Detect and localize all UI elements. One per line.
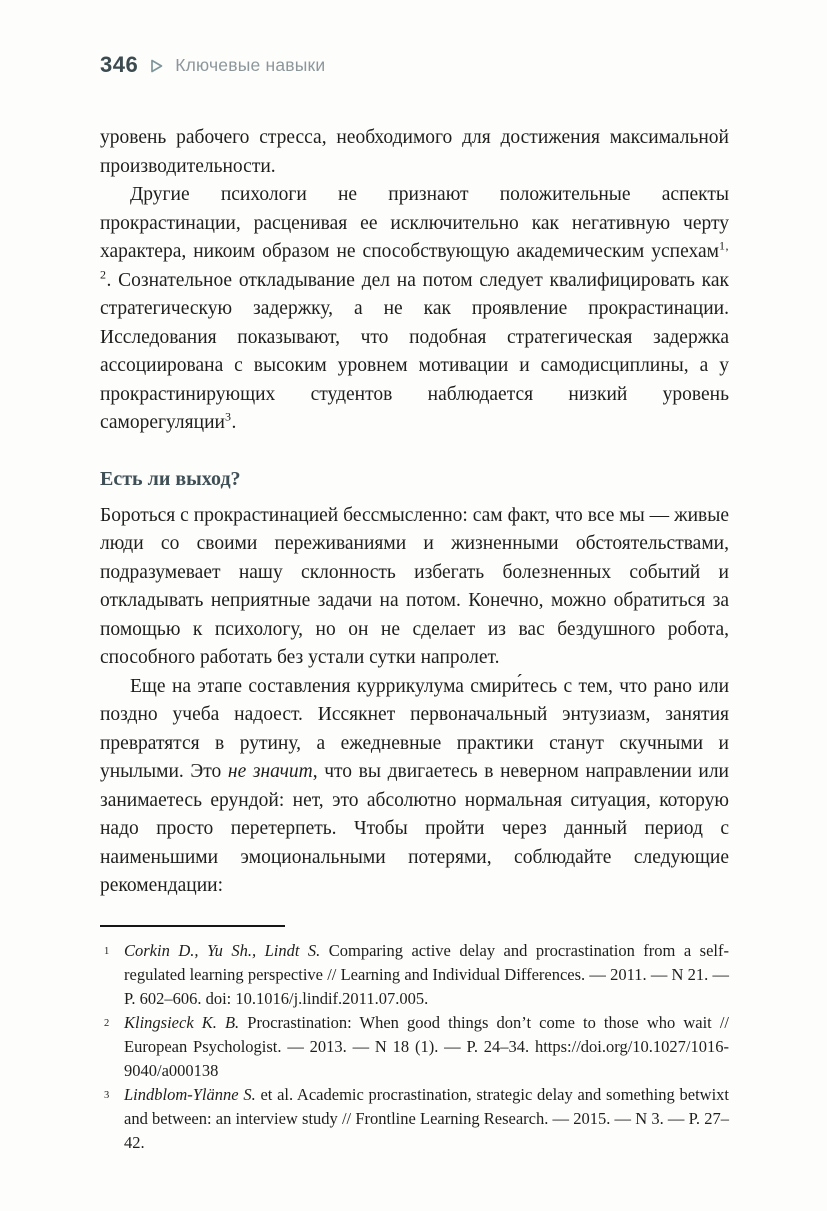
section-heading: Есть ли выход?	[100, 467, 241, 490]
footnote-authors: Klingsieck K. B.	[124, 1012, 240, 1032]
footnote-2	[100, 1011, 729, 1083]
footnote-ref-1-2: 1, 2	[100, 238, 729, 281]
footnote-marker: 3	[104, 1089, 110, 1101]
footnotes-section	[100, 925, 729, 1155]
paragraph-text: . Сознательное откладывание дел на потом следует квалифицировать как стратегическую задержку, а не как проявление прокрастинации. Исследования показывают, что подобная стратегическая задержка ассоциирована с высоким уровнем мотивации и самодисциплины, а у прокрастинирующих студентов наблюдается низкий уровень саморегуляции	[100, 269, 729, 433]
paragraph-text: , что вы двигаетесь в неверном направлении или занимаетесь ерундой: нет, это абсолютно нормальная ситуация, которую надо просто перетерпеть. Чтобы пройти через данный период с наименьшими эмоциональными потерями, соблюдайте следующие рекомендации:	[100, 761, 729, 896]
paragraph	[100, 673, 729, 901]
page-number: 346	[100, 52, 139, 77]
paragraph-text: Еще на этапе составления куррикулума смири́тесь с тем, что рано или поздно учеба надоест. Иссякнет первоначальный энтузиазм, занятия превратятся в рутину, а ежедневные практики станут скучными и унылыми. Это	[100, 675, 729, 782]
emphasis-text: не значит	[227, 761, 313, 782]
footnote-divider	[100, 925, 285, 927]
footnote-authors: Lindblom-Ylänne S.	[124, 1084, 256, 1104]
paragraph-text: .	[231, 412, 237, 433]
footnote-ref-3: 3	[224, 409, 232, 424]
section-title: Ключевые навыки	[175, 54, 326, 75]
footnote-marker: 2	[104, 1017, 110, 1029]
page-header	[100, 52, 729, 78]
footnote-text: Comparing active delay and procrastination from a self-regulated learning perspective // Learning and Individual Differences. — 2011. — N 21. — P. 602–606. doi: 10.1016/j.lindif.2011.07.005.	[124, 940, 729, 1008]
paragraph-text: Другие психологи не признают положительные аспекты прокрастинации, расценивая ее исключительно как негативную черту характера, никоим образом не способствующую академическим успехам	[100, 184, 729, 262]
page-body	[100, 124, 729, 901]
paragraph-continuation: уровень рабочего стресса, необходимого для достижения максимальной производительности.	[100, 127, 729, 177]
triangle-icon	[149, 58, 164, 74]
footnote-marker: 1	[104, 945, 110, 957]
paragraph: Бороться с прокрастинацией бессмысленно: сам факт, что все мы — живые люди со своими переживаниями и жизненными обстоятельствами, подразумевает нашу склонность избегать болезненных событий и откладывать неприятные задачи на потом. Конечно, можно обратиться за помощью к психологу, но он не сделает из вас бездушного робота, способного работать без устали сутки напролет.	[100, 504, 729, 668]
footnote-authors: Corkin D., Yu Sh., Lindt S.	[124, 940, 321, 960]
footnote-text: et al. Academic procrastination, strategic delay and something betwixt and between: an interview study // Frontline Learning Research. — 2015. — N 3. — P. 27–42.	[124, 1084, 729, 1152]
paragraph	[100, 181, 729, 438]
footnote-1	[100, 939, 729, 1011]
footnote-3	[100, 1083, 729, 1155]
footnote-text: Procrastination: When good things don’t come to those who wait // European Psychologist. — 2013. — N 18 (1). — P. 24–34. https://doi.org/10.1027/1016-9040/a000138	[124, 1012, 729, 1080]
